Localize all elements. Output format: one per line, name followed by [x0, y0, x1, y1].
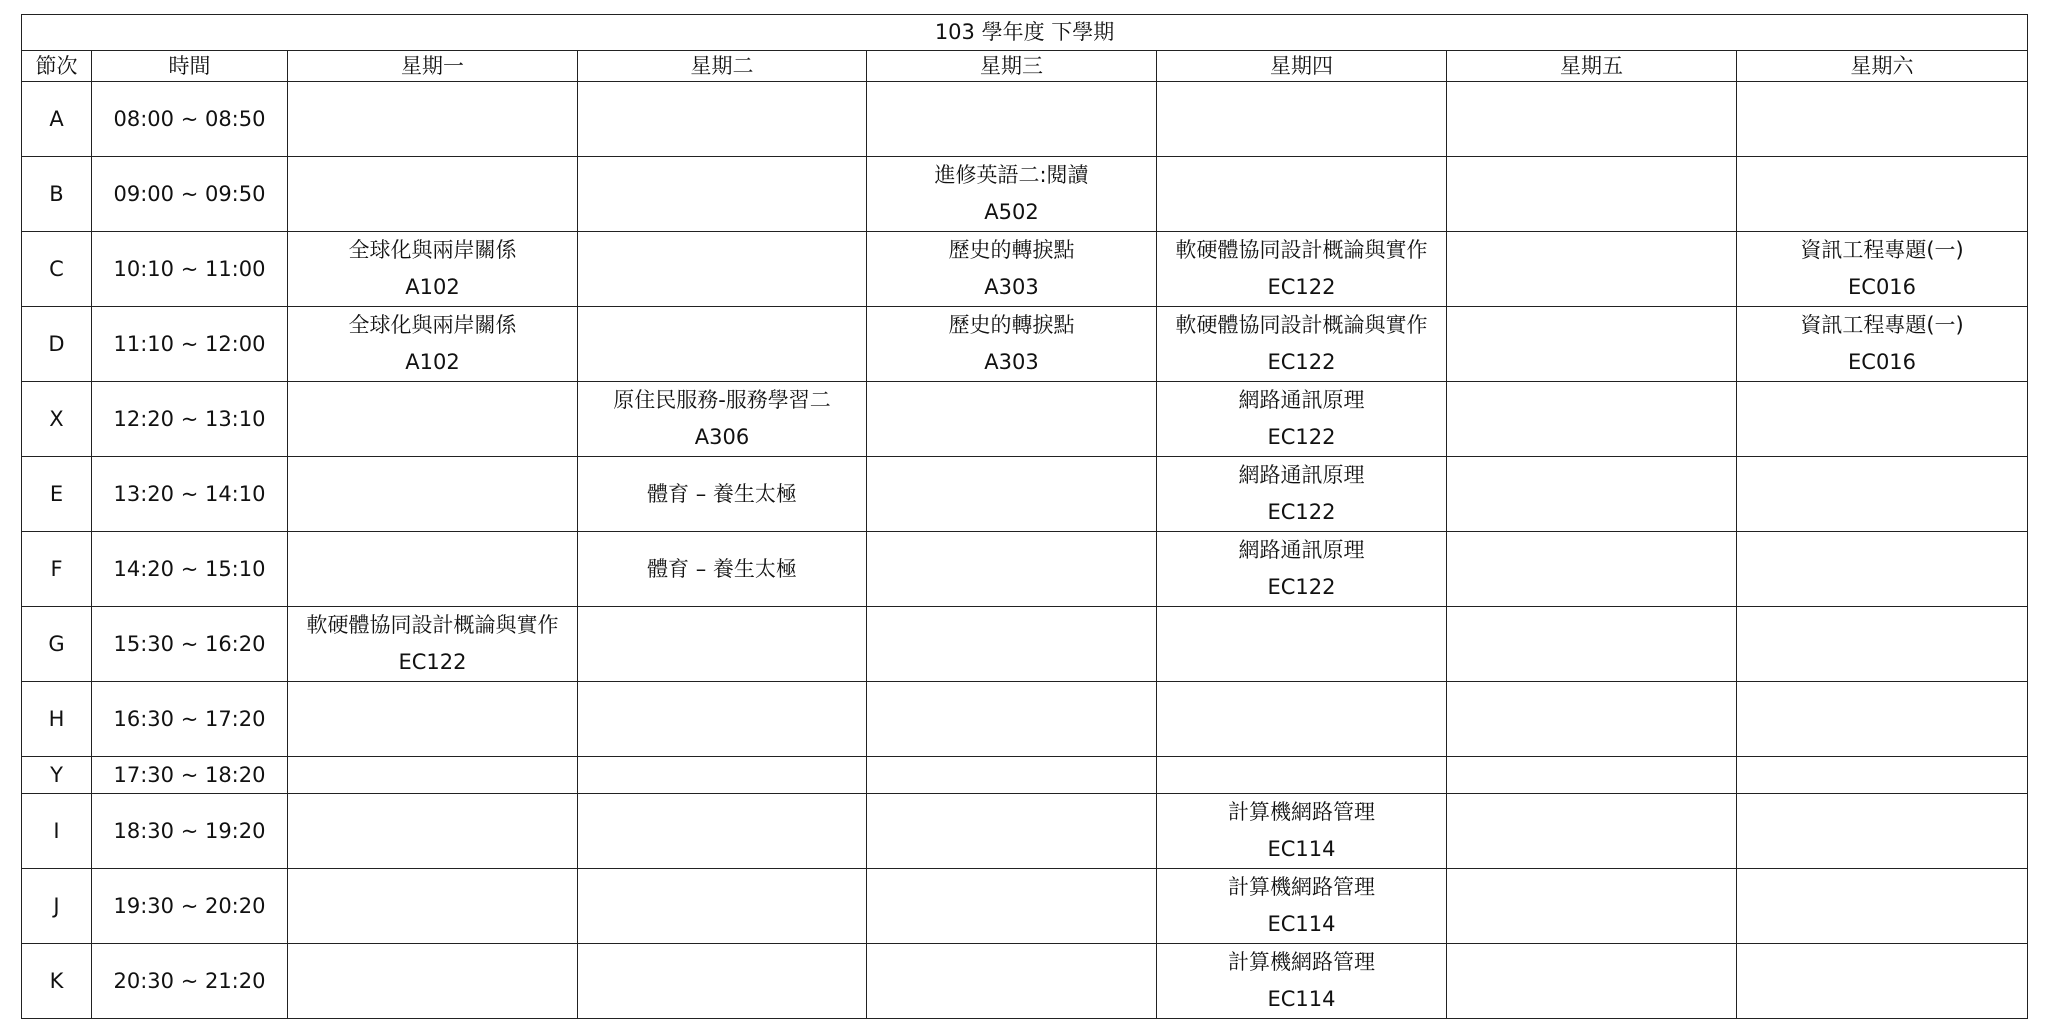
empty-cell: [288, 157, 578, 232]
empty-cell: [288, 944, 578, 1019]
course-cell: [578, 532, 867, 607]
timetable-row: [22, 532, 2028, 607]
time-cell: 12:20 ~ 13:10: [92, 382, 288, 457]
header-day: 星期二: [578, 51, 867, 82]
period-cell: K: [22, 944, 92, 1019]
empty-cell: [578, 607, 867, 682]
course-room: A303: [984, 350, 1039, 374]
empty-cell: [288, 757, 578, 794]
course-cell: [1157, 307, 1447, 382]
course-room: EC122: [398, 650, 467, 674]
empty-cell: [578, 232, 867, 307]
empty-cell: [867, 532, 1157, 607]
time-cell: 15:30 ~ 16:20: [92, 607, 288, 682]
period-cell: A: [22, 82, 92, 157]
course-cell: [1737, 307, 2028, 382]
period-cell: E: [22, 457, 92, 532]
timetable-row: [22, 232, 2028, 307]
course-room: A303: [984, 275, 1039, 299]
course-cell: [288, 307, 578, 382]
period-cell: H: [22, 682, 92, 757]
timetable-row: [22, 869, 2028, 944]
course-room: EC122: [1267, 275, 1336, 299]
course-cell: [1157, 944, 1447, 1019]
course-cell: [1157, 532, 1447, 607]
time-cell: 17:30 ~ 18:20: [92, 757, 288, 794]
course-room: EC122: [1267, 350, 1336, 374]
course-room: EC016: [1848, 275, 1917, 299]
course-name: 軟硬體協同設計概論與實作: [1175, 238, 1428, 262]
timetable-row: [22, 757, 2028, 794]
header-period: 節次: [22, 51, 92, 82]
empty-cell: [1737, 82, 2028, 157]
empty-cell: [1447, 944, 1737, 1019]
empty-cell: [1447, 757, 1737, 794]
timetable-row: [22, 307, 2028, 382]
course-name: 資訊工程專題(一): [1800, 238, 1964, 262]
empty-cell: [578, 157, 867, 232]
time-cell: 20:30 ~ 21:20: [92, 944, 288, 1019]
time-cell: 18:30 ~ 19:20: [92, 794, 288, 869]
timetable-row: [22, 944, 2028, 1019]
time-cell: 19:30 ~ 20:20: [92, 869, 288, 944]
course-cell: [1737, 232, 2028, 307]
course-cell: [1157, 382, 1447, 457]
empty-cell: [578, 794, 867, 869]
timetable-row: [22, 382, 2028, 457]
empty-cell: [867, 457, 1157, 532]
course-room: EC114: [1267, 837, 1336, 861]
empty-cell: [1157, 682, 1447, 757]
course-name: 原住民服務-服務學習二: [613, 388, 831, 412]
empty-cell: [1737, 794, 2028, 869]
empty-cell: [867, 869, 1157, 944]
empty-cell: [288, 794, 578, 869]
course-room: A502: [984, 200, 1039, 224]
course-cell: [578, 457, 867, 532]
empty-cell: [1737, 757, 2028, 794]
empty-cell: [867, 794, 1157, 869]
period-cell: B: [22, 157, 92, 232]
empty-cell: [1737, 457, 2028, 532]
period-cell: F: [22, 532, 92, 607]
course-room: EC114: [1267, 912, 1336, 936]
time-cell: 10:10 ~ 11:00: [92, 232, 288, 307]
empty-cell: [867, 607, 1157, 682]
course-name: 計算機網路管理: [1228, 875, 1375, 899]
course-name: 歷史的轉捩點: [948, 313, 1075, 337]
empty-cell: [1447, 82, 1737, 157]
empty-cell: [288, 457, 578, 532]
course-room: EC114: [1267, 987, 1336, 1011]
timetable-row: [22, 457, 2028, 532]
empty-cell: [867, 82, 1157, 157]
empty-cell: [867, 944, 1157, 1019]
empty-cell: [1447, 794, 1737, 869]
course-name: 歷史的轉捩點: [948, 238, 1075, 262]
period-cell: X: [22, 382, 92, 457]
empty-cell: [578, 944, 867, 1019]
timetable-row: [22, 682, 2028, 757]
empty-cell: [1447, 607, 1737, 682]
empty-cell: [1737, 382, 2028, 457]
empty-cell: [1447, 532, 1737, 607]
course-name: 全球化與兩岸關係: [348, 238, 517, 262]
timetable-row: [22, 157, 2028, 232]
period-cell: J: [22, 869, 92, 944]
header-time: 時間: [92, 51, 288, 82]
empty-cell: [1447, 157, 1737, 232]
course-name: 計算機網路管理: [1228, 800, 1375, 824]
semester-title: 103 學年度 下學期: [22, 15, 2028, 51]
course-cell: [578, 382, 867, 457]
course-name: 軟硬體協同設計概論與實作: [306, 613, 559, 637]
empty-cell: [1447, 682, 1737, 757]
period-cell: D: [22, 307, 92, 382]
course-room: EC016: [1848, 350, 1917, 374]
course-name: 計算機網路管理: [1228, 950, 1375, 974]
time-cell: 08:00 ~ 08:50: [92, 82, 288, 157]
course-room: A102: [405, 350, 460, 374]
empty-cell: [1737, 607, 2028, 682]
timetable-row: [22, 82, 2028, 157]
course-name: 進修英語二:閱讀: [934, 163, 1089, 187]
course-room: A306: [694, 425, 750, 449]
empty-cell: [867, 757, 1157, 794]
empty-cell: [578, 307, 867, 382]
empty-cell: [288, 682, 578, 757]
course-name: 軟硬體協同設計概論與實作: [1175, 313, 1428, 337]
empty-cell: [288, 532, 578, 607]
course-room: EC122: [1267, 425, 1336, 449]
empty-cell: [1157, 82, 1447, 157]
empty-cell: [1447, 869, 1737, 944]
empty-cell: [1447, 307, 1737, 382]
course-cell: [867, 307, 1157, 382]
period-cell: I: [22, 794, 92, 869]
header-day: 星期四: [1157, 51, 1447, 82]
empty-cell: [867, 682, 1157, 757]
time-cell: 13:20 ~ 14:10: [92, 457, 288, 532]
empty-cell: [1157, 157, 1447, 232]
empty-cell: [288, 82, 578, 157]
timetable-row: [22, 607, 2028, 682]
course-cell: [1157, 869, 1447, 944]
course-name: 資訊工程專題(一): [1800, 313, 1964, 337]
empty-cell: [578, 869, 867, 944]
timetable-row: [22, 794, 2028, 869]
empty-cell: [867, 382, 1157, 457]
empty-cell: [1737, 944, 2028, 1019]
empty-cell: [1447, 457, 1737, 532]
course-name: 體育 – 養生太極: [647, 481, 797, 506]
empty-cell: [288, 869, 578, 944]
empty-cell: [578, 757, 867, 794]
period-cell: C: [22, 232, 92, 307]
course-cell: [1157, 232, 1447, 307]
course-room: EC122: [1267, 500, 1336, 524]
course-name: 網路通訊原理: [1238, 538, 1365, 562]
time-cell: 11:10 ~ 12:00: [92, 307, 288, 382]
course-room: A102: [405, 275, 460, 299]
time-cell: 09:00 ~ 09:50: [92, 157, 288, 232]
time-cell: 16:30 ~ 17:20: [92, 682, 288, 757]
header-day: 星期一: [288, 51, 578, 82]
course-cell: [1157, 457, 1447, 532]
title-row: [22, 15, 2028, 51]
course-name: 網路通訊原理: [1238, 388, 1365, 412]
course-name: 全球化與兩岸關係: [348, 313, 517, 337]
empty-cell: [1737, 157, 2028, 232]
course-cell: [288, 607, 578, 682]
empty-cell: [1157, 607, 1447, 682]
time-cell: 14:20 ~ 15:10: [92, 532, 288, 607]
period-cell: Y: [22, 757, 92, 794]
timetable-body: [22, 15, 2028, 1019]
empty-cell: [578, 682, 867, 757]
course-name: 網路通訊原理: [1238, 463, 1365, 487]
header-row: [22, 51, 2028, 82]
header-day: 星期三: [867, 51, 1157, 82]
empty-cell: [1737, 532, 2028, 607]
empty-cell: [1157, 757, 1447, 794]
empty-cell: [1737, 682, 2028, 757]
course-name: 體育 – 養生太極: [647, 556, 797, 581]
empty-cell: [1447, 232, 1737, 307]
course-cell: [288, 232, 578, 307]
header-day: 星期五: [1447, 51, 1737, 82]
course-cell: [867, 157, 1157, 232]
empty-cell: [288, 382, 578, 457]
course-cell: [1157, 794, 1447, 869]
header-day: 星期六: [1737, 51, 2028, 82]
timetable: [21, 14, 2028, 1019]
period-cell: G: [22, 607, 92, 682]
course-room: EC122: [1267, 575, 1336, 599]
empty-cell: [1447, 382, 1737, 457]
course-cell: [867, 232, 1157, 307]
empty-cell: [578, 82, 867, 157]
empty-cell: [1737, 869, 2028, 944]
